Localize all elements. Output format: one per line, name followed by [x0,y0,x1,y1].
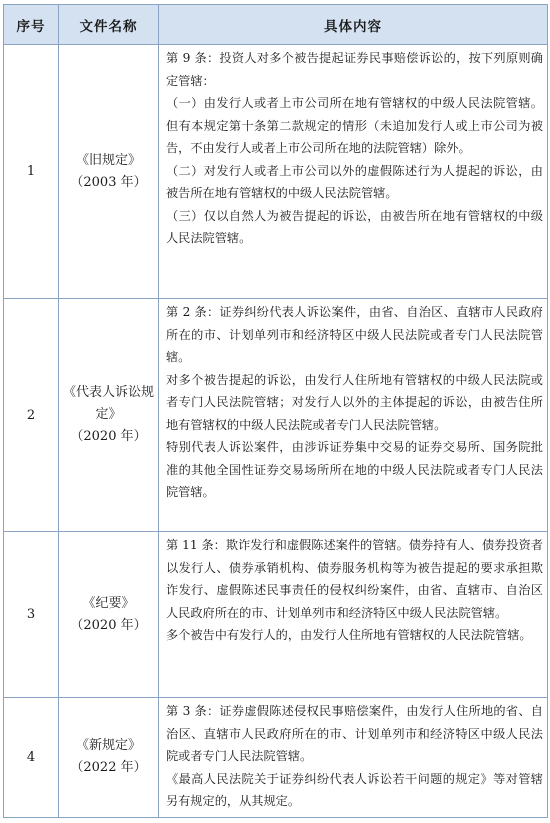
table-row [4,698,548,818]
content-paragraph: 对多个被告提起的诉讼，由发行人住所地有管辖权的中级人民法院或者专门人民法院管辖；对发行人以外的主体提起的诉讼，由被告住所地有管辖权的中级人民法院或者专门人民法院管辖。 [166,372,543,432]
content-paragraph: （一）由发行人或者上市公司所在地有管辖权的中级人民法院管辖。但有本规定第十条第二款规定的情形（未追加发行人或上市公司为被告，不由发行人或者上市公司所在地的法院管辖）除外。 [166,96,543,155]
content-paragraph: 第 3 条：证券虚假陈述侵权民事赔偿案件，由发行人住所地的省、自治区、直辖市人民政府所在的市、计划单列市和经济特区中级人民法院或者专门人民法院管辖。 [166,704,543,763]
content-paragraph: 第 11 条：欺诈发行和虚假陈述案件的管辖。债券持有人、债券投资者以发行人、债券承销机构、债券服务机构等为被告提起的要求承担欺诈发行、虚假陈述民事责任的侵权纠纷案件，由省、直辖市、自治区人民政府所在的市、计划单列市和经济特区中级人民法院管辖。 [166,538,543,620]
row-index: 4 [4,698,59,818]
doc-name-cell [59,299,159,532]
regulation-comparison-table [3,4,548,818]
doc-year: （2020 年） [70,617,147,633]
header-content: 具体内容 [159,5,548,45]
doc-name: 《新规定》 [75,738,141,754]
table-row [4,45,548,299]
doc-year: （2003 年） [70,174,147,190]
header-doc-name: 文件名称 [59,5,159,45]
header-index: 序号 [4,5,59,45]
content-cell [159,698,548,818]
content-paragraph: （二）对发行人或者上市公司以外的虚假陈述行为人提起的诉讼，由被告所在地有管辖权的中级人民法院管辖。 [166,163,543,200]
content-paragraph: 《最高人民法院关于证券纠纷代表人诉讼若干问题的规定》等对管辖另有规定的，从其规定。 [166,771,543,808]
content-paragraph: 多个被告中有发行人的，由发行人住所地有管辖权的人民法院管辖。 [166,628,532,642]
content-cell [159,532,548,698]
doc-year: （2022 年） [70,760,147,776]
content-cell [159,45,548,299]
doc-name: 《纪要》 [82,595,135,611]
content-paragraph: 特别代表人诉讼案件，由涉诉证券集中交易的证券交易所、国务院批准的其他全国性证券交易场所所在地的中级人民法院或者专门人民法院管辖。 [166,440,543,499]
row-index: 2 [4,299,59,532]
doc-name-cell [59,532,159,698]
doc-name-cell [59,45,159,299]
row-index: 1 [4,45,59,299]
doc-name-cell [59,698,159,818]
row-index: 3 [4,532,59,698]
table-header-row [4,5,548,45]
doc-name: 《旧规定》 [75,152,141,168]
content-paragraph: 第 9 条：投资人对多个被告提起证券民事赔偿诉讼的，按下列原则确定管辖： [166,51,543,88]
content-cell [159,299,548,532]
doc-year: （2020 年） [70,429,147,444]
doc-name: 《代表人诉讼规定》 [63,385,155,422]
content-paragraph: 第 2 条：证券纠纷代表人诉讼案件，由省、自治区、直辖市人民政府所在的市、计划单列市和经济特区中级人民法院或者专门人民法院管辖。 [166,305,543,364]
content-paragraph: （三）仅以自然人为被告提起的诉讼，由被告所在地有管辖权的中级人民法院管辖。 [166,208,543,245]
table-row [4,299,548,532]
table-row [4,532,548,698]
